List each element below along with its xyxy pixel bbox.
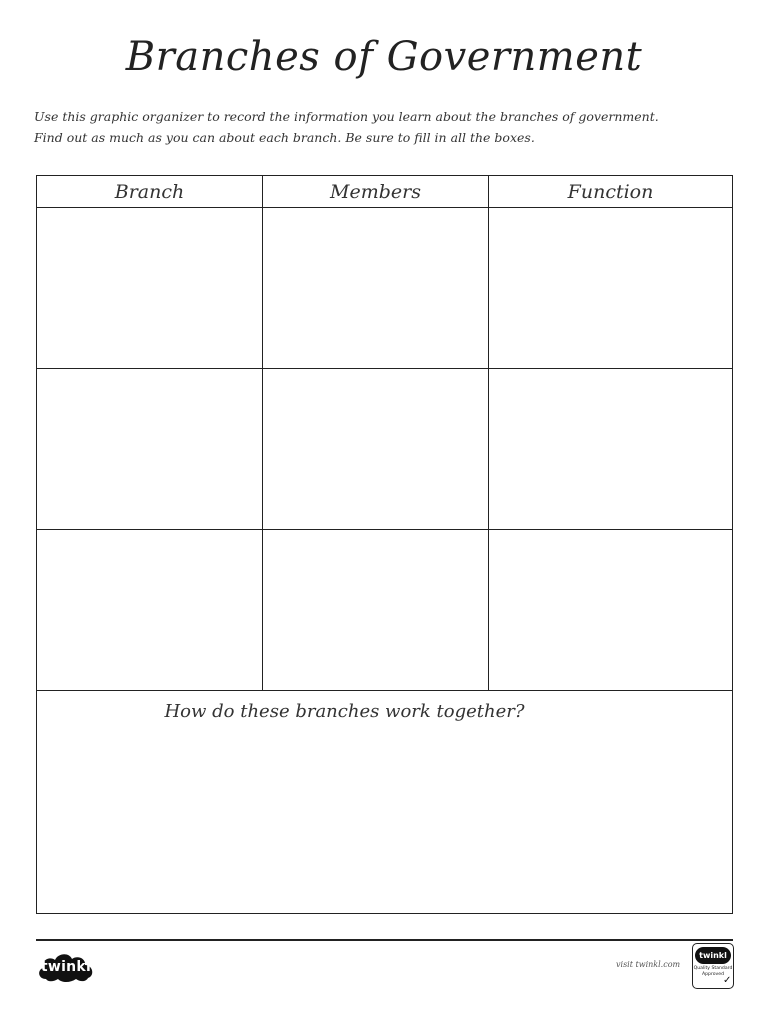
header-function: Function xyxy=(489,176,733,208)
table-row xyxy=(37,208,733,369)
table-row xyxy=(37,530,733,691)
question-row xyxy=(37,691,733,914)
branch-cell[interactable] xyxy=(37,530,263,691)
table-header-row xyxy=(37,176,733,208)
twinkl-logo xyxy=(36,949,96,985)
quality-badge xyxy=(692,943,734,989)
table-row xyxy=(37,369,733,530)
instructions-text: Use this graphic organizer to record the information you learn about the branches of government. Find out as much as you can about each branch. Be sure to fill in all the boxes. xyxy=(34,109,659,145)
branch-cell[interactable] xyxy=(37,369,263,530)
members-cell[interactable] xyxy=(263,369,489,530)
badge-text-line2: Approved xyxy=(701,971,725,977)
graphic-organizer-table xyxy=(36,175,733,914)
members-cell[interactable] xyxy=(263,208,489,369)
question-answer-box[interactable] xyxy=(37,691,733,914)
checkmark-icon: ✓ xyxy=(723,975,732,986)
function-cell[interactable] xyxy=(489,369,733,530)
members-cell[interactable] xyxy=(263,530,489,691)
question-text: How do these branches work together? xyxy=(164,701,525,722)
branch-cell[interactable] xyxy=(37,208,263,369)
page-title: Branches of Government xyxy=(125,34,643,80)
badge-logo: twinkl xyxy=(695,947,731,964)
badge-text-line1: Quality Standard xyxy=(693,966,733,971)
function-cell[interactable] xyxy=(489,208,733,369)
visit-link[interactable]: visit twinkl.com xyxy=(616,960,681,969)
footer-divider xyxy=(36,939,733,941)
header-branch: Branch xyxy=(37,176,263,208)
function-cell[interactable] xyxy=(489,530,733,691)
logo-text: twinkl xyxy=(40,959,92,975)
header-members: Members xyxy=(263,176,489,208)
